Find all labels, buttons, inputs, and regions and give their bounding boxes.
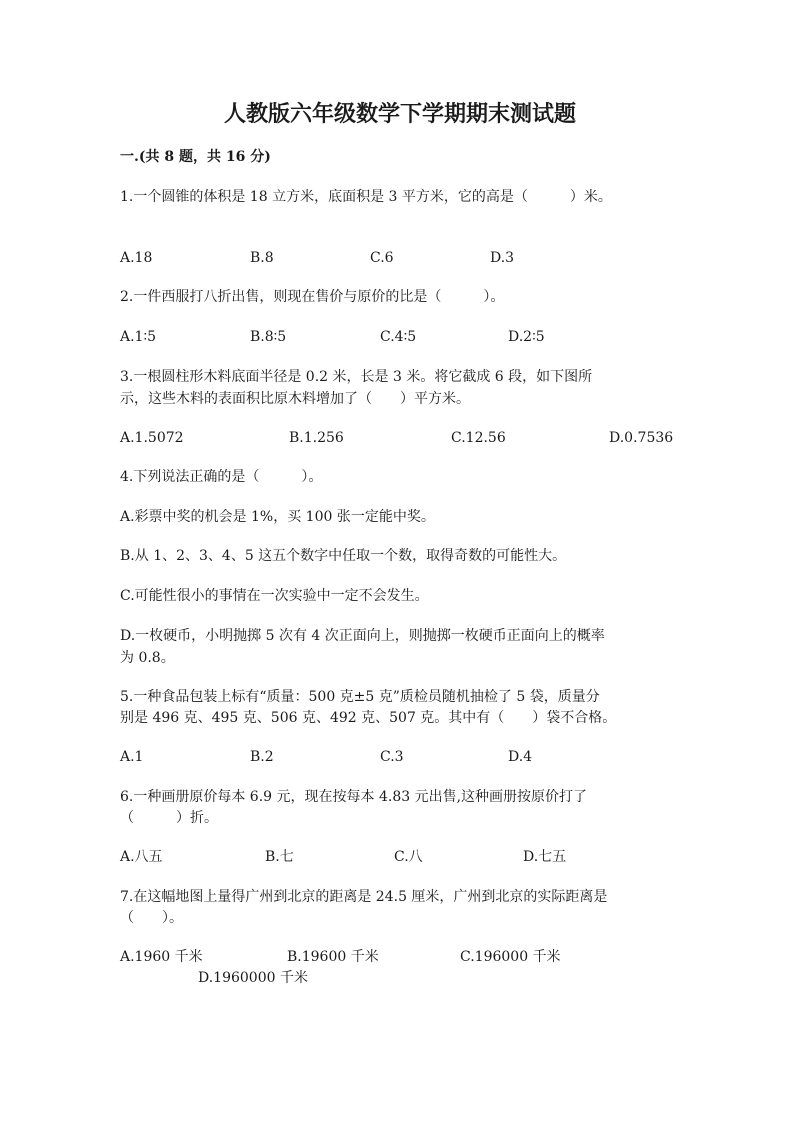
question-5-text-line-2: 别是 496 克、495 克、506 克、492 克、507 克。其中有（ ）袋不合格。: [120, 710, 617, 726]
question-6-text-line-2: （ ）折。: [120, 810, 218, 826]
question-5-option-c: C.3: [380, 749, 404, 765]
question-5-option-b: B.2: [250, 749, 274, 765]
question-6-option-b: B.七: [265, 849, 294, 865]
question-2-option-c: C.4∶5: [380, 329, 417, 345]
question-2-option-d: D.2∶5: [508, 329, 545, 345]
question-2-option-b: B.8∶5: [250, 329, 287, 345]
question-6-option-a: A.八五: [120, 849, 163, 865]
question-6-option-d: D.七五: [523, 849, 567, 865]
question-3-option-c: C.12.56: [451, 430, 506, 446]
question-5-text-line-1: 5.一种食品包装上标有“质量：500 克±5 克”质检员随机抽检了 5 袋，质量分: [120, 689, 600, 705]
question-7-option-c: C.196000 千米: [460, 949, 561, 965]
question-2-text: 2.一件西服打八折出售，则现在售价与原价的比是（ ）。: [120, 289, 505, 305]
question-1-text: 1.一个圆锥的体积是 18 立方米，底面积是 3 平方米，它的高是（ ）米。: [120, 189, 612, 205]
section-heading: 一.(共 8 题，共 16 分): [120, 149, 271, 165]
page-title: 人教版六年级数学下学期期末测试题: [223, 101, 576, 127]
question-6-text-line-1: 6.一种画册原价每本 6.9 元，现在按每本 4.83 元出售,这种画册按原价打了: [120, 789, 588, 805]
question-4-option-d-line-1: D.一枚硬币，小明抛掷 5 次有 4 次正面向上，则抛掷一枚硬币正面向上的概率: [120, 628, 605, 644]
question-3-text-line-2: 示，这些木料的表面积比原木料增加了（ ）平方米。: [120, 391, 470, 407]
question-7-option-d: D.1960000 千米: [198, 970, 308, 986]
question-4-option-a: A.彩票中奖的机会是 1%，买 100 张一定能中奖。: [120, 509, 435, 525]
question-7-text-line-1: 7.在这幅地图上量得广州到北京的距离是 24.5 厘米，广州到北京的实际距离是: [120, 889, 608, 905]
question-7-text-line-2: （ ）。: [120, 910, 183, 926]
question-1-option-a: A.18: [120, 250, 153, 266]
question-3-text-line-1: 3.一根圆柱形木料底面半径是 0.2 米，长是 3 米。将它截成 6 段，如下图所: [120, 369, 593, 385]
question-3-option-b: B.1.256: [289, 430, 344, 446]
question-4-option-c: C.可能性很小的事情在一次实验中一定不会发生。: [120, 588, 429, 604]
question-5-option-a: A.1: [120, 749, 144, 765]
question-1-option-b: B.8: [250, 250, 274, 266]
question-1-option-d: D.3: [490, 250, 515, 266]
question-4-text: 4.下列说法正确的是（ ）。: [120, 469, 323, 485]
question-7-option-a: A.1960 千米: [120, 949, 203, 965]
question-1-option-c: C.6: [370, 250, 394, 266]
question-7-option-b: B.19600 千米: [287, 949, 379, 965]
question-2-option-a: A.1∶5: [120, 329, 157, 345]
question-4-option-d-line-2: 为 0.8。: [120, 650, 175, 666]
question-6-option-c: C.八: [394, 849, 423, 865]
question-3-option-a: A.1.5072: [120, 430, 184, 446]
question-4-option-b: B.从 1、2、3、4、5 这五个数字中任取一个数，取得奇数的可能性大。: [120, 548, 567, 564]
question-3-option-d: D.0.7536: [609, 430, 674, 446]
question-5-option-d: D.4: [508, 749, 533, 765]
